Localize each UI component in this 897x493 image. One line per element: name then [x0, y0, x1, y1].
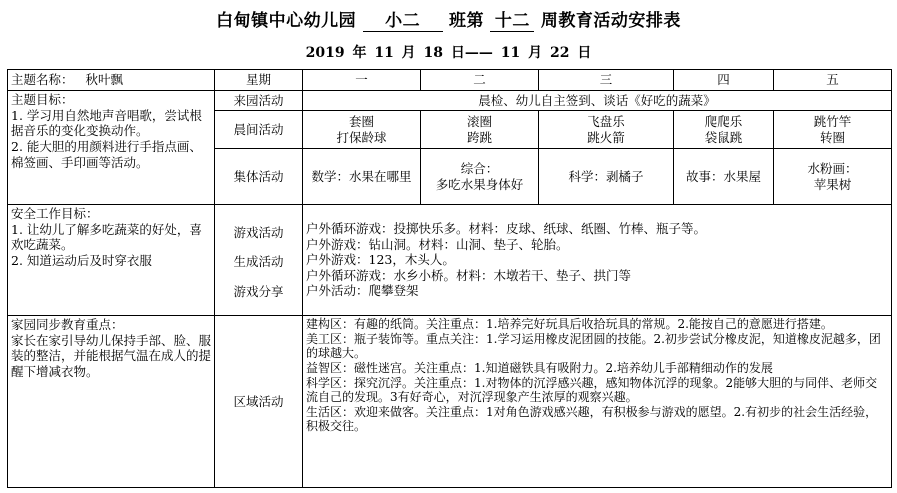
game-line: 户外活动：爬攀登架 [306, 283, 419, 299]
day-fri: 五 [774, 70, 892, 91]
arrival-content: 晨检、幼儿自主签到、谈话《好吃的蔬菜》 [303, 91, 892, 111]
activity-text: 跨跳 [466, 129, 492, 145]
arrival-label: 来园活动 [215, 91, 303, 111]
activity-text: 转圈 [819, 129, 845, 145]
theme-label: 主题名称： [11, 72, 74, 88]
group-cell-tue [421, 149, 539, 205]
group-cell-fri [774, 149, 892, 205]
activity-text: 飞盘乐 [587, 113, 625, 129]
morning-label: 晨间活动 [215, 111, 303, 149]
activity-text: 打保龄球 [336, 129, 387, 145]
date-range: 2019 年 11 月 18 日—— 11 月 22 日 [305, 45, 592, 61]
game-line: 户外游戏：123，木头人。 [306, 252, 455, 268]
morning-cell-fri [774, 111, 892, 149]
game-label: 游戏活动 [233, 224, 284, 240]
game-line: 户外游戏：钻山洞。材料：山洞、垫子、轮胎。 [306, 236, 569, 252]
class-name: 小二 [363, 6, 443, 32]
safety-title: 安全工作目标： [11, 206, 99, 221]
activity-text: 跳火箭 [587, 129, 625, 145]
group-cell-mon [303, 149, 421, 205]
activity-text: 数学：水果在哪里 [311, 168, 412, 184]
group-label: 集体活动 [215, 149, 303, 205]
day-wed: 三 [539, 70, 674, 91]
area-line: 科学区：探究沉浮。关注重点：1.对物体的沉浮感兴趣，感知物体沉浮的现象。2能够大胆的与同伴、老师交流自己的发现。3有好奇心，对沉浮现象产生浓厚的观察兴趣。 [306, 375, 878, 405]
morning-cell-thu [674, 111, 774, 149]
morning-cell-wed [539, 111, 674, 149]
morning-cell-tue [421, 111, 539, 149]
activity-text: 综合： [460, 160, 499, 176]
week-number: 十二 [490, 6, 534, 32]
area-line: 美工区：瓶子装饰等。重点关注：1.学习运用橡皮泥团圆的技能。2.初步尝试分橡皮泥，知道橡皮泥越多，团的球越大。 [306, 331, 881, 361]
activity-text: 跳竹竿 [813, 113, 852, 129]
theme-cell [8, 70, 215, 91]
activity-text: 滚圈 [466, 113, 492, 129]
generated-label: 生成活动 [233, 254, 284, 270]
morning-cell-mon [303, 111, 421, 149]
activity-text: 套圈 [348, 113, 374, 129]
day-mon: 一 [303, 70, 421, 91]
area-line: 益智区：磁性迷宫。关注重点：1.知道磁铁具有吸附力。2.培养幼儿手部精细动作的发展 [306, 360, 773, 375]
goal-item: 2. 能大胆的用颜料进行手指点画、棉签画、手印画等活动。 [11, 138, 202, 170]
home-text: 家长在家引导幼儿保持手部、脸、服装的整洁，并能根据气温在成人的提醒下增减衣物。 [11, 332, 212, 379]
day-thu: 四 [674, 70, 774, 91]
game-labels [215, 205, 303, 316]
page-title [0, 6, 897, 32]
day-tue: 二 [421, 70, 539, 91]
safety-item: 1. 让幼儿了解多吃蔬菜的好处，喜欢吃蔬菜。 [11, 221, 202, 253]
home-title: 家园同步教育重点： [11, 317, 124, 332]
goals-title: 主题目标： [11, 92, 74, 107]
title-suffix: 周教育活动安排表 [540, 11, 681, 31]
schedule-table [7, 69, 892, 488]
class-suffix: 班第 [449, 11, 484, 31]
theme-name: 秋叶飘 [85, 72, 124, 88]
area-row [8, 316, 892, 488]
goals-cell [8, 91, 215, 205]
activity-text: 多吃水果身体好 [435, 176, 524, 192]
game-content [303, 205, 892, 316]
home-cell [8, 316, 215, 488]
safety-item: 2. 知道运动后及时穿衣服 [11, 252, 152, 268]
activity-text: 故事：水果屋 [685, 168, 761, 184]
area-line: 生活区：欢迎来做客。关注重点：1对角色游戏感兴趣，有积极参与游戏的愿望。2.有初步的社会生活经验，积极交往。 [306, 404, 878, 434]
activity-text: 水粉画： [807, 160, 858, 176]
activity-text: 爬爬乐 [704, 113, 743, 129]
goal-item: 1. 学习用自然地声音唱歌，尝试根据音乐的变化变换动作。 [11, 107, 202, 139]
header-row [8, 70, 892, 91]
activity-text: 科学：剥橘子 [568, 168, 644, 184]
activity-text: 袋鼠跳 [704, 129, 743, 145]
game-line: 户外循环游戏：水乡小桥。材料：木墩若干、垫子、拱门等 [306, 267, 632, 283]
activity-text: 苹果树 [813, 176, 852, 192]
safety-cell [8, 205, 215, 316]
group-cell-thu [674, 149, 774, 205]
share-label: 游戏分享 [233, 283, 284, 299]
weekday-label: 星期 [215, 70, 303, 91]
arrival-row [8, 91, 892, 111]
area-line: 建构区：有趣的纸筒。关注重点：1.培养完好玩具后收拾玩具的常规。2.能按自己的意愿进行搭建。 [306, 317, 833, 331]
school-name: 白甸镇中心幼儿园 [216, 11, 357, 31]
area-label: 区域活动 [215, 316, 303, 488]
game-row [8, 205, 892, 316]
area-content [303, 316, 892, 488]
game-line: 户外循环游戏：投掷快乐多。材料：皮球、纸球、纸圈、竹棒、瓶子等。 [306, 220, 707, 236]
group-cell-wed [539, 149, 674, 205]
